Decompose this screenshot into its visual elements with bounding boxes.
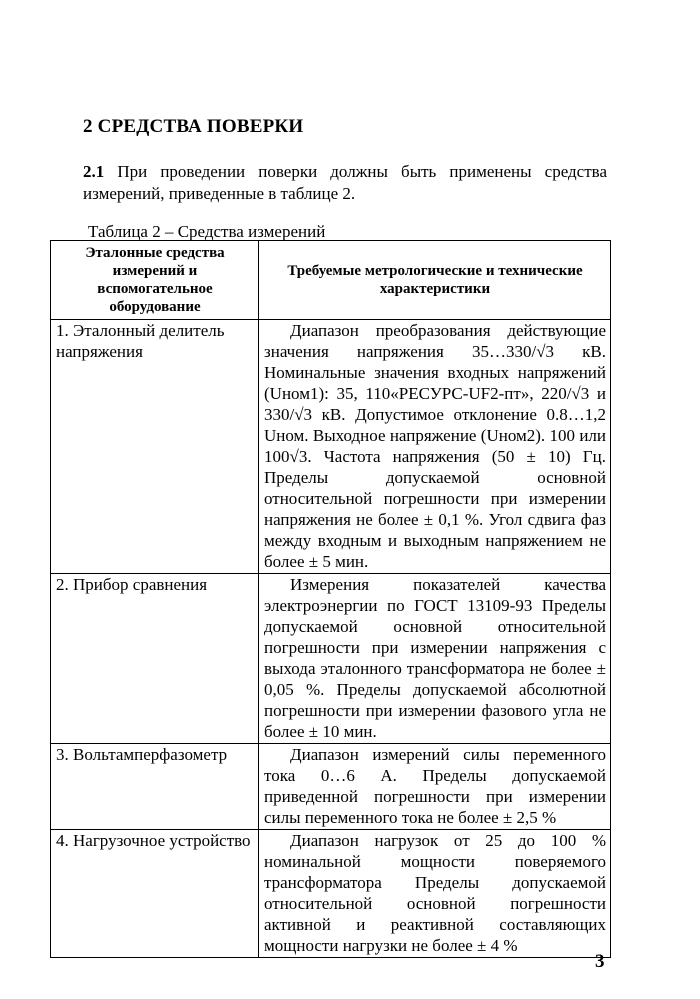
row-instrument-name: 2. Прибор сравнения [51, 574, 259, 744]
measurement-instruments-table [50, 240, 611, 958]
paragraph-number: 2.1 [83, 162, 105, 181]
paragraph-text: При проведении поверки должны быть применены средства измерений, приведенные в таблице 2. [83, 162, 607, 203]
header-characteristics: Требуемые метрологические и технические характеристики [259, 241, 611, 320]
row-instrument-description: Измерения показателей качества электроэнергии по ГОСТ 13109-93 Пределы допускаемой основной относительной погрешности при измерении напряжения с выхода эталонного трансформатора не более ± 0,05 %. Пределы допускаемой абсолютной погрешности при измерении фазового угла не более ± 10 мин. [259, 574, 611, 744]
table-row [51, 320, 611, 574]
table-caption: Таблица 2 – Средства измерений [88, 222, 326, 241]
row-instrument-description: Диапазон измерений силы переменного тока 0…6 А. Пределы допускаемой приведенной погрешности при измерении силы переменного тока не более ± 2,5 % [259, 744, 611, 830]
row-instrument-description: Диапазон преобразования действующие значения напряжения 35…330/√3 кВ. Номинальные значения входных напряжений (Uном1): 35, 110«РЕСУРС-UF2-пт», 220/√3 и 330/√3 кВ. Допустимое отклонение 0.8…1,2 Uном. Выходное напряжение (Uном2). 100 или 100√3. Частота напряжения (50 ± 10) Гц. Пределы допускаемой основной относительной погрешности при измерении напряжения не более ± 0,1 %. Угол сдвига фаз между входным и выходным напряжением не более ± 5 мин. [259, 320, 611, 574]
section-heading: 2 СРЕДСТВА ПОВЕРКИ [83, 116, 304, 137]
table-row [51, 744, 611, 830]
row-instrument-name: 1. Эталонный делитель напряжения [51, 320, 259, 574]
page-number: 3 [595, 951, 605, 972]
table-row [51, 830, 611, 958]
header-instruments: Эталонные средства измерений и вспомогательное оборудование [51, 241, 259, 320]
row-instrument-name: 3. Вольтамперфазометр [51, 744, 259, 830]
row-instrument-name: 4. Нагрузочное устройство [51, 830, 259, 958]
row-instrument-description: Диапазон нагрузок от 25 до 100 % номинальной мощности поверяемого трансформатора Пределы допускаемой относительной основной погрешности активной и реактивной составляющих мощности нагрузки не более ± 4 % [259, 830, 611, 958]
intro-paragraph [83, 161, 607, 205]
table-header-row [51, 241, 611, 320]
table-row [51, 574, 611, 744]
